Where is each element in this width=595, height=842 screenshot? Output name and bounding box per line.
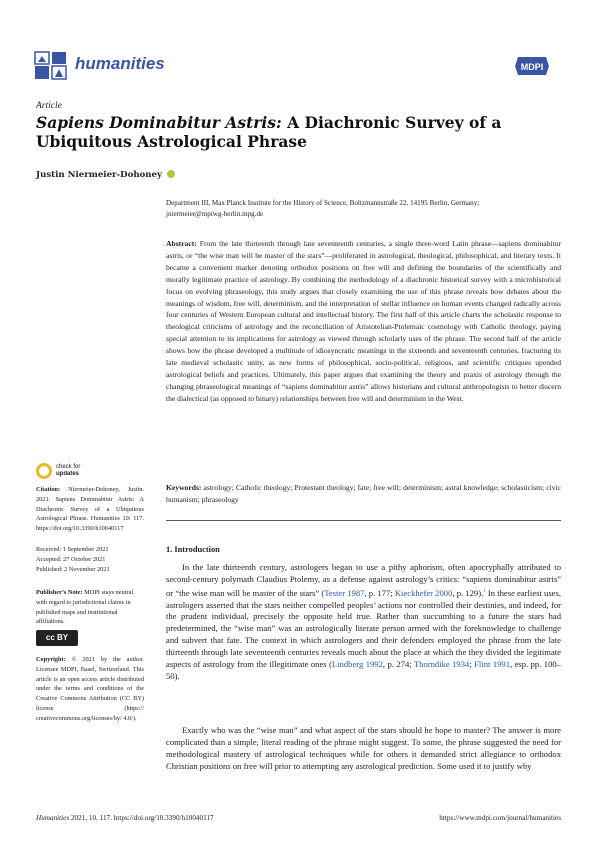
cc-badge-text: cc BY xyxy=(45,633,69,642)
footer-journal: Humanities xyxy=(36,814,70,822)
journal-name: humanities xyxy=(75,54,165,73)
received-date: Received: 1 September 2021 xyxy=(36,546,109,553)
abstract-label: Abstract: xyxy=(166,239,197,248)
copyright xyxy=(36,655,144,724)
title-rest: A Diachronic Survey of a Ubiquitous Astrological Phrase xyxy=(36,113,502,151)
affiliation-line1: Department III, Max Planck Institute for the History of Science, Boltzmannstraße 22, 14195 Berlin, Germany; xyxy=(166,199,480,207)
citation-link[interactable]: Tester 1987 xyxy=(324,587,365,598)
author xyxy=(36,170,175,180)
mdpi-logo-icon xyxy=(514,56,550,76)
check-updates-line1: check for xyxy=(56,464,81,470)
check-updates-line2: updates xyxy=(56,470,80,477)
keywords-text: astrology; Catholic theology; Protestant theology; fate; free will; determinism; astral knowledge; scholasticism; civic humanism; phraseology xyxy=(166,483,561,504)
footer-doi[interactable]: 2021, 10, 117. https://doi.org/10.3390/h10040117 xyxy=(69,814,214,822)
cc-license-badge[interactable] xyxy=(36,630,78,646)
affiliation-email[interactable]: jniermeier@mpiwg-berlin.mpg.de xyxy=(166,210,264,218)
check-for-updates-badge[interactable] xyxy=(36,462,81,480)
mdpi-logo-text: MDPI xyxy=(520,62,544,72)
copyright-label: Copyright: xyxy=(36,656,66,663)
p1-text-d: In these earliest uses, astrologers asserted that the stars neither compelled peoples’ actions nor controlled their destinies, and indeed, for the prudent individual, precisely the opposite held true. Rather than succumbing to a future the stars had predetermined, the “wise man” was an astrologically literate person armed with the foreknowledge to challenge and subvert that fate. The context in which astrologers and their defenders employed the phrase from the late thirteenth through late seventeenth centuries reveals much about the place at which the they divided the legitimate aspects of astrology from the illegitimate ones ( xyxy=(166,587,561,670)
citation-link[interactable]: Thorndike 1934 xyxy=(413,659,470,670)
citation-link[interactable]: Kieckhefer 2000 xyxy=(394,587,453,598)
article-title xyxy=(36,113,556,151)
publisher-note xyxy=(36,588,144,627)
p1-text-e: , p. 274; xyxy=(382,659,414,670)
p1-text-c: , p. 129). xyxy=(452,587,484,598)
citation-text: Niermeier-Dohoney, Justin. 2021. Sapiens Dominabitur Astris: A Diachronic Survey of a Ubiquitous Astrological Phrase. Humanities 10: 117. https://doi.org/10.3390/h10040117 xyxy=(36,486,144,533)
accepted-date: Accepted: 27 October 2021 xyxy=(36,555,106,563)
divider xyxy=(166,520,561,521)
footer-journal-url[interactable]: https://www.mdpi.com/journal/humanities xyxy=(439,814,561,822)
published-date: Published: 2 November 2021 xyxy=(36,565,110,573)
affiliation xyxy=(166,198,561,220)
intro-paragraph-1 xyxy=(166,562,561,683)
article-type: Article xyxy=(36,101,62,111)
citation-link[interactable]: Flint 1991 xyxy=(474,659,511,670)
citation-link[interactable]: Lindberg 1992 xyxy=(331,659,383,670)
intro-paragraph-2: Exactly who was the “wise man” and what aspect of the stars should he hope to master? The answer is more complicated than a simple, literal reading of the phrase might suggest. To some, the phrase suggested the need for methodological mastery of astrological techniques while for others it demanded strict allegiance to orthodox Christian positions on free will prior to attempting any astrological prediction. Some used it to justify why xyxy=(166,725,561,771)
publisher-note-text: MDPI stays neutral with regard to jurisdictional claims in published maps and institutional affiliations. xyxy=(36,589,134,626)
humanities-logo-icon xyxy=(34,48,68,80)
section-heading: 1. Introduction xyxy=(166,545,220,554)
publisher-note-label: Publisher’s Note: xyxy=(36,589,83,596)
keywords-label: Keywords: xyxy=(166,483,202,492)
p1-text-b: , p. 177; xyxy=(364,587,395,598)
dates xyxy=(36,545,144,574)
keywords xyxy=(166,482,561,506)
citation-box xyxy=(36,485,144,534)
page-footer xyxy=(36,814,561,822)
check-updates-text xyxy=(56,464,96,477)
orcid-icon[interactable] xyxy=(167,170,175,178)
author-name: Justin Niermeier-Dohoney xyxy=(36,170,163,180)
footnote-link[interactable]: 1 xyxy=(483,588,486,594)
title-italic: Sapiens Dominabitur Astris: xyxy=(36,113,282,132)
footer-citation xyxy=(36,814,214,822)
abstract xyxy=(166,238,561,405)
p1-text-f: ; xyxy=(469,659,475,670)
p1-text-g: , esp. pp. 100–50). xyxy=(166,659,561,682)
check-updates-icon xyxy=(36,463,52,479)
p1-text-a: In the late thirteenth century, astrologers began to use a pithy aphorism, often apocryphally attributed to second-century polymath Claudius Ptolemy, as a defense against astrology’s critics: “sapiens dominabitur astris” or “the wise man will be master of the stars” ( xyxy=(166,562,561,598)
abstract-text: From the late thirteenth through late seventeenth centuries, a single three-word Latin phrase—sapiens dominabitur astris, or “the wise man will be master of the stars”—proliferated in astrological, theological, philosophical, and literary texts. It became a convenient marker denoting orthodox positions on free will and defining the boundaries of the scientifically and morally legitimate practice of astrology. By combining the methodology of a diachronic historical survey with a microhistorical focus on evolving phraseology, this study argues that closely examining the use of this phrase reveals how debates about the meanings of wisdom, free will, determinism, and the interpretation of stellar influence on human events changed radically across four centuries of Western European cultural and intellectual history. The first half of this article charts the scholastic response to theological criticisms of astrology and the reconciliation of Aristotelian-Ptolemaic cosmology with Catholic theology, paying special attention to its implications for astrology as viewed through scholarly uses of the phrase. The second half of the article shows how the phrase developed a multitude of idiosyncratic meanings in the sixteenth and seventeenth centuries, fracturing its late medieval scholastic unity, as new forms of philosophical, socio-political, religious, and scientific critiques upended astrological beliefs and practices. Ultimately, this paper argues that examining the theory and praxis of astrology through the changing phraseological meanings of “sapiens dominabitur astris” allows historians and cultural anthropologists to better discern the dialectical (as opposed to binary) relationships between free will and determinism in the West. xyxy=(166,239,561,403)
citation-label: Citation: xyxy=(36,486,61,493)
copyright-text: © 2021 by the author. Licensee MDPI, Basel, Switzerland. This article is an open access article distributed under the terms and conditions of the Creative Commons Attribution (CC BY) license (https:// creativecommons.org/licenses/by/ 4.0/). xyxy=(36,656,144,722)
